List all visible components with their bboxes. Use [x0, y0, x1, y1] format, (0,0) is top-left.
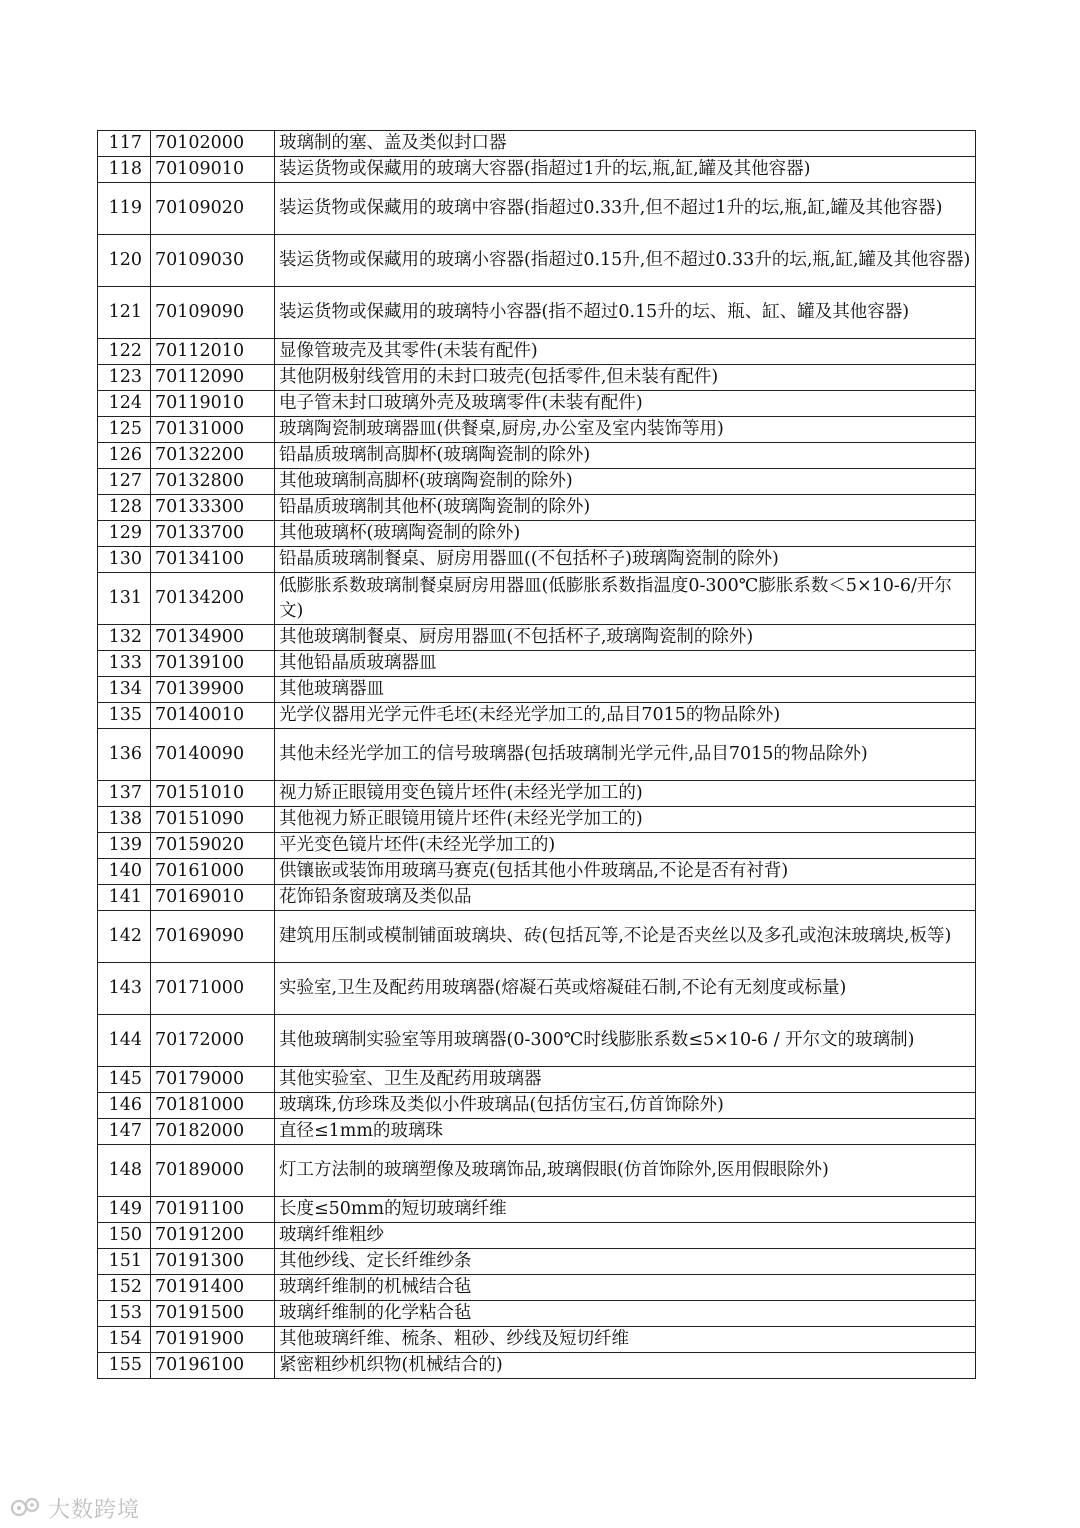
hs-code: 70191500	[151, 1301, 275, 1327]
watermark-text: 大数跨境	[48, 1497, 141, 1523]
product-description: 铅晶质玻璃制其他杯(玻璃陶瓷制的除外)	[275, 495, 976, 521]
hs-code: 70169010	[151, 885, 275, 911]
product-description: 显像管玻壳及其零件(未装有配件)	[275, 339, 976, 365]
table-row	[98, 1197, 976, 1223]
table-row	[98, 1145, 976, 1197]
hs-code: 70191900	[151, 1327, 275, 1353]
hs-code: 70134200	[151, 573, 275, 625]
hs-code: 70131000	[151, 417, 275, 443]
table-row	[98, 1353, 976, 1379]
product-description: 玻璃陶瓷制玻璃器皿(供餐桌,厨房,办公室及室内装饰等用)	[275, 417, 976, 443]
product-description: 玻璃珠,仿珍珠及类似小件玻璃品(包括仿宝石,仿首饰除外)	[275, 1093, 976, 1119]
product-description: 其他玻璃制餐桌、厨房用器皿(不包括杯子,玻璃陶瓷制的除外)	[275, 625, 976, 651]
row-index: 139	[98, 833, 151, 859]
row-index: 145	[98, 1067, 151, 1093]
hs-code: 70182000	[151, 1119, 275, 1145]
product-description: 装运货物或保藏用的玻璃小容器(指超过0.15升,但不超过0.33升的坛,瓶,缸,罐及其他容器)	[275, 235, 976, 287]
row-index: 134	[98, 677, 151, 703]
hs-code: 70134100	[151, 547, 275, 573]
row-index: 123	[98, 365, 151, 391]
watermark	[10, 1491, 140, 1525]
table-row	[98, 677, 976, 703]
table-row	[98, 1015, 976, 1067]
table-row	[98, 131, 976, 157]
product-description: 装运货物或保藏用的玻璃特小容器(指不超过0.15升的坛、瓶、缸、罐及其他容器)	[275, 287, 976, 339]
row-index: 132	[98, 625, 151, 651]
product-description: 装运货物或保藏用的玻璃中容器(指超过0.33升,但不超过1升的坛,瓶,缸,罐及其他容器)	[275, 183, 976, 235]
hs-code: 70169090	[151, 911, 275, 963]
hs-code: 70171000	[151, 963, 275, 1015]
row-index: 124	[98, 391, 151, 417]
product-description: 平光变色镜片坯件(未经光学加工的)	[275, 833, 976, 859]
table-row	[98, 807, 976, 833]
product-description: 其他玻璃纤维、梳条、粗砂、纱线及短切纤维	[275, 1327, 976, 1353]
row-index: 117	[98, 131, 151, 157]
hs-code: 70191300	[151, 1249, 275, 1275]
product-description: 建筑用压制或模制铺面玻璃块、砖(包括瓦等,不论是否夹丝以及多孔或泡沫玻璃块,板等)	[275, 911, 976, 963]
hs-code: 70112010	[151, 339, 275, 365]
row-index: 143	[98, 963, 151, 1015]
table-row	[98, 703, 976, 729]
table-row	[98, 365, 976, 391]
hs-code: 70140010	[151, 703, 275, 729]
product-description: 其他铅晶质玻璃器皿	[275, 651, 976, 677]
product-description: 紧密粗纱机织物(机械结合的)	[275, 1353, 976, 1379]
row-index: 125	[98, 417, 151, 443]
product-description: 供镶嵌或装饰用玻璃马赛克(包括其他小件玻璃品,不论是否有衬背)	[275, 859, 976, 885]
hs-code: 70172000	[151, 1015, 275, 1067]
hs-code: 70109030	[151, 235, 275, 287]
table-row	[98, 1327, 976, 1353]
hs-code: 70109090	[151, 287, 275, 339]
table-row	[98, 729, 976, 781]
table-body	[98, 131, 976, 1379]
table-row	[98, 469, 976, 495]
table-row	[98, 573, 976, 625]
hs-code: 70191100	[151, 1197, 275, 1223]
table-row	[98, 1093, 976, 1119]
product-description: 玻璃纤维制的化学粘合毡	[275, 1301, 976, 1327]
product-description: 灯工方法制的玻璃塑像及玻璃饰品,玻璃假眼(仿首饰除外,医用假眼除外)	[275, 1145, 976, 1197]
hs-code: 70191200	[151, 1223, 275, 1249]
table-row	[98, 859, 976, 885]
product-description: 玻璃制的塞、盖及类似封口器	[275, 131, 976, 157]
table-row	[98, 1301, 976, 1327]
hs-code: 70132200	[151, 443, 275, 469]
hs-code: 70181000	[151, 1093, 275, 1119]
hs-code: 70112090	[151, 365, 275, 391]
table-row	[98, 443, 976, 469]
row-index: 146	[98, 1093, 151, 1119]
hs-code: 70133700	[151, 521, 275, 547]
table-row	[98, 417, 976, 443]
table-row	[98, 781, 976, 807]
product-description: 花饰铅条窗玻璃及类似品	[275, 885, 976, 911]
product-description: 铅晶质玻璃制餐桌、厨房用器皿((不包括杯子)玻璃陶瓷制的除外)	[275, 547, 976, 573]
product-description: 其他实验室、卫生及配药用玻璃器	[275, 1067, 976, 1093]
document-page	[97, 130, 976, 1379]
row-index: 153	[98, 1301, 151, 1327]
row-index: 121	[98, 287, 151, 339]
product-description: 其他玻璃杯(玻璃陶瓷制的除外)	[275, 521, 976, 547]
hs-code: 70191400	[151, 1275, 275, 1301]
hs-code: 70134900	[151, 625, 275, 651]
product-description: 其他阴极射线管用的未封口玻壳(包括零件,但未装有配件)	[275, 365, 976, 391]
row-index: 133	[98, 651, 151, 677]
table-row	[98, 911, 976, 963]
table-row	[98, 235, 976, 287]
row-index: 128	[98, 495, 151, 521]
table-row	[98, 391, 976, 417]
table-row	[98, 495, 976, 521]
product-description: 其他视力矫正眼镜用镜片坯件(未经光学加工的)	[275, 807, 976, 833]
row-index: 148	[98, 1145, 151, 1197]
table-row	[98, 885, 976, 911]
row-index: 131	[98, 573, 151, 625]
product-description: 其他纱线、定长纤维纱条	[275, 1249, 976, 1275]
hs-code: 70139100	[151, 651, 275, 677]
hs-code: 70119010	[151, 391, 275, 417]
table-row	[98, 183, 976, 235]
row-index: 127	[98, 469, 151, 495]
row-index: 120	[98, 235, 151, 287]
row-index: 130	[98, 547, 151, 573]
hs-code: 70151090	[151, 807, 275, 833]
table-row	[98, 547, 976, 573]
row-index: 135	[98, 703, 151, 729]
tariff-code-table	[97, 130, 976, 1379]
product-description: 其他玻璃制高脚杯(玻璃陶瓷制的除外)	[275, 469, 976, 495]
table-row	[98, 1119, 976, 1145]
row-index: 138	[98, 807, 151, 833]
table-row	[98, 287, 976, 339]
hs-code: 70102000	[151, 131, 275, 157]
row-index: 140	[98, 859, 151, 885]
hs-code: 70189000	[151, 1145, 275, 1197]
product-description: 低膨胀系数玻璃制餐桌厨房用器皿(低膨胀系数指温度0-300℃膨胀系数＜5×10-6/开尔文)	[275, 573, 976, 625]
product-description: 电子管未封口玻璃外壳及玻璃零件(未装有配件)	[275, 391, 976, 417]
row-index: 118	[98, 157, 151, 183]
table-row	[98, 833, 976, 859]
product-description: 光学仪器用光学元件毛坯(未经光学加工的,品目7015的物品除外)	[275, 703, 976, 729]
row-index: 119	[98, 183, 151, 235]
hs-code: 70109010	[151, 157, 275, 183]
hs-code: 70109020	[151, 183, 275, 235]
table-row	[98, 963, 976, 1015]
table-row	[98, 1067, 976, 1093]
hs-code: 70140090	[151, 729, 275, 781]
row-index: 141	[98, 885, 151, 911]
table-row	[98, 157, 976, 183]
row-index: 147	[98, 1119, 151, 1145]
row-index: 137	[98, 781, 151, 807]
row-index: 149	[98, 1197, 151, 1223]
hs-code: 70151010	[151, 781, 275, 807]
product-description: 其他玻璃器皿	[275, 677, 976, 703]
product-description: 长度≤50mm的短切玻璃纤维	[275, 1197, 976, 1223]
hs-code: 70159020	[151, 833, 275, 859]
product-description: 铅晶质玻璃制高脚杯(玻璃陶瓷制的除外)	[275, 443, 976, 469]
product-description: 玻璃纤维粗纱	[275, 1223, 976, 1249]
table-row	[98, 521, 976, 547]
table-row	[98, 625, 976, 651]
row-index: 151	[98, 1249, 151, 1275]
table-row	[98, 1223, 976, 1249]
row-index: 155	[98, 1353, 151, 1379]
product-description: 其他未经光学加工的信号玻璃器(包括玻璃制光学元件,品目7015的物品除外)	[275, 729, 976, 781]
table-row	[98, 651, 976, 677]
hs-code: 70133300	[151, 495, 275, 521]
row-index: 144	[98, 1015, 151, 1067]
hs-code: 70139900	[151, 677, 275, 703]
row-index: 154	[98, 1327, 151, 1353]
hs-code: 70132800	[151, 469, 275, 495]
hs-code: 70161000	[151, 859, 275, 885]
row-index: 129	[98, 521, 151, 547]
hs-code: 70179000	[151, 1067, 275, 1093]
product-description: 其他玻璃制实验室等用玻璃器(0-300℃时线膨胀系数≤5×10-6 / 开尔文的玻璃制)	[275, 1015, 976, 1067]
product-description: 直径≤1mm的玻璃珠	[275, 1119, 976, 1145]
product-description: 玻璃纤维制的机械结合毡	[275, 1275, 976, 1301]
row-index: 150	[98, 1223, 151, 1249]
product-description: 实验室,卫生及配药用玻璃器(熔凝石英或熔凝硅石制,不论有无刻度或标量)	[275, 963, 976, 1015]
table-row	[98, 1275, 976, 1301]
table-row	[98, 1249, 976, 1275]
product-description: 视力矫正眼镜用变色镜片坯件(未经光学加工的)	[275, 781, 976, 807]
row-index: 126	[98, 443, 151, 469]
row-index: 142	[98, 911, 151, 963]
row-index: 152	[98, 1275, 151, 1301]
brand-logo-icon	[10, 1495, 42, 1521]
hs-code: 70196100	[151, 1353, 275, 1379]
table-row	[98, 339, 976, 365]
row-index: 136	[98, 729, 151, 781]
row-index: 122	[98, 339, 151, 365]
product-description: 装运货物或保藏用的玻璃大容器(指超过1升的坛,瓶,缸,罐及其他容器)	[275, 157, 976, 183]
